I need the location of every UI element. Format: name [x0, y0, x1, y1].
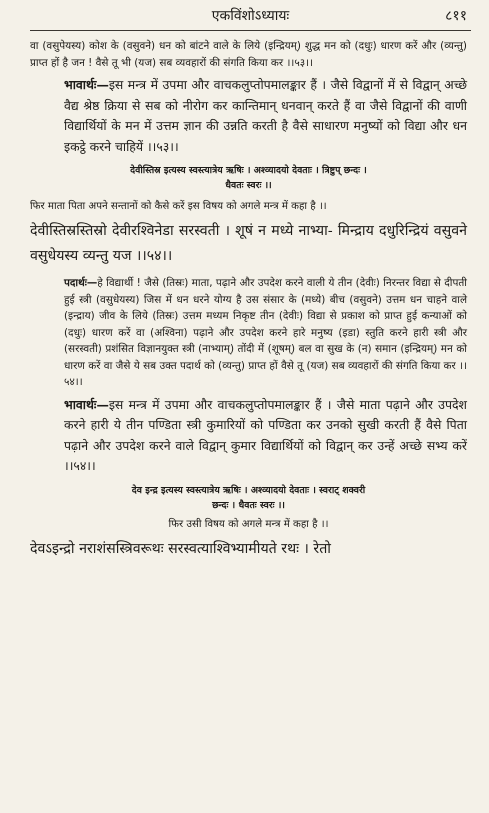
page-number: ८११	[445, 8, 467, 24]
rishi-line-1: देवीस्तिस्र इत्यस्य स्वस्त्यात्रेय ऋषिः । अश्व्यादयो देवताः । त्रिष्टुप् छन्दः ।	[130, 165, 367, 176]
padarth-text: हे विद्यार्थी ! जैसे (तिस्रः) माता, पढ़ाने और उपदेश करने वाली ये तीन (देवीः) निरन्तर विद्या से दीपती हुई स्त्री (वसुधेयस्य) जिस में धन धरने योग्य है उस संसार के (मध्ये) बीच (वसुवने) उत्तम धन चाहने वाले (इन्द्राय) जीव के लिये (तिस्रः) उत्तम मध्यम निकृष्ट तीन (देवीः) विद्या से प्रकाश को प्राप्त हुई कन्याओं को (दधुः) धारण करें वा (अश्विना) पढ़ाने और उपदेश करने हारे मनुष्य (इडा) स्तुति करने हारी स्त्री और (सरस्वती) प्रशंसित विज्ञानयुक्त स्त्री (नाभ्याम्) तोंदी में (शूषम्) बल वा सुख के (न) समान (इन्द्रियम्) मन को धारण करें वा जैसे ये सब उक्त पदार्थ को (व्यन्तु) प्राप्त हों वैसे तू (यज) सब व्यवहारों की संगति किया कर ।।५४।।	[64, 277, 467, 388]
mantra-54: देवीस्तिस्रस्तिस्रो देवीरश्विनेडा सरस्वती । शूषं न मध्ये नाभ्या- मिन्द्राय दधुरिन्द्रियं वसुवने वसुधेयस्य व्यन्तु यज ।।५४।।	[30, 223, 467, 264]
padarth-paragraph	[30, 275, 467, 391]
bhavarth-label: भावार्थः—	[64, 77, 109, 92]
bhavarth-text: इस मन्त्र में उपमा और वाचकलुप्तोपमालङ्कार हैं । जैसे विद्वानों में से विद्वान् अच्छे वैद्य श्रेष्ठ क्रिया से सब को नीरोग कर कान्तिमान् धनवान् करते हैं वा जैसे विद्वानों की वाणी विद्यार्थियों के मन में उत्तम ज्ञान की उन्नति करती है वैसे साधारण मनुष्यों को विद्या और धन इकट्ठे करने चाहियें ।।५३।।	[64, 77, 467, 154]
bhavarth-paragraph-54	[30, 395, 467, 477]
page-body	[30, 38, 467, 562]
padarth-label: पदार्थः—	[64, 277, 98, 289]
mantra-55-start: देवऽइन्द्रो नराशंसस्त्रिवरूथः सरस्वत्याश्विभ्यामीयते रथः । रेतो	[30, 540, 331, 557]
rishi-line-2: धैवतः स्वरः ।।	[225, 180, 272, 191]
header-rule	[30, 30, 471, 31]
bhavarth-label-2: भावार्थः—	[64, 396, 109, 412]
rishi-line-4: छन्दः । धैवतः स्वरः ।।	[212, 499, 285, 511]
top-paragraph: वा (वसुपेयस्य) कोश के (वसुवने) धन को बांटने वाले के लिये (इन्द्रियम्) शुद्ध मन को (दधुः) धारण करें और (व्यन्तु) प्राप्त हों है जन ! वैसे तू भी (यज) सब व्यवहारों की संगति किया कर ।।५३।।	[30, 40, 467, 69]
intro-line-2: फिर उसी विषय को अगले मन्त्र में कहा है ।।	[168, 518, 329, 530]
bhavarth-text-2: इस मन्त्र में उपमा और वाचकलुप्तोपमालङ्कार हैं । जैसे माता पढ़ाने और उपदेश करने हारी ये तीन पण्डिता स्त्री कुमारियों को पण्डिता कर उनको सुखी करती हैं वैसे पिता पढ़ाने और उपदेश करने वाले विद्वान् कुमार विद्यार्थियों को विद्वान् कर उन्हें अच्छे सभ्य करें ।।५४।।	[64, 396, 467, 473]
bhavarth-paragraph-53	[30, 75, 467, 157]
rishi-line-3: देव इन्द्र इत्यस्य स्वस्त्यात्रेय ऋषिः । अश्व्यादयो देवताः । स्वराट् शक्वरी	[131, 484, 366, 496]
intro-line: फिर माता पिता अपने सन्तानों को कैसे करें इस विषय को अगले मन्त्र में कहा है ।।	[30, 201, 327, 212]
chapter-title: एकविंशोऽध्यायः	[211, 8, 290, 24]
